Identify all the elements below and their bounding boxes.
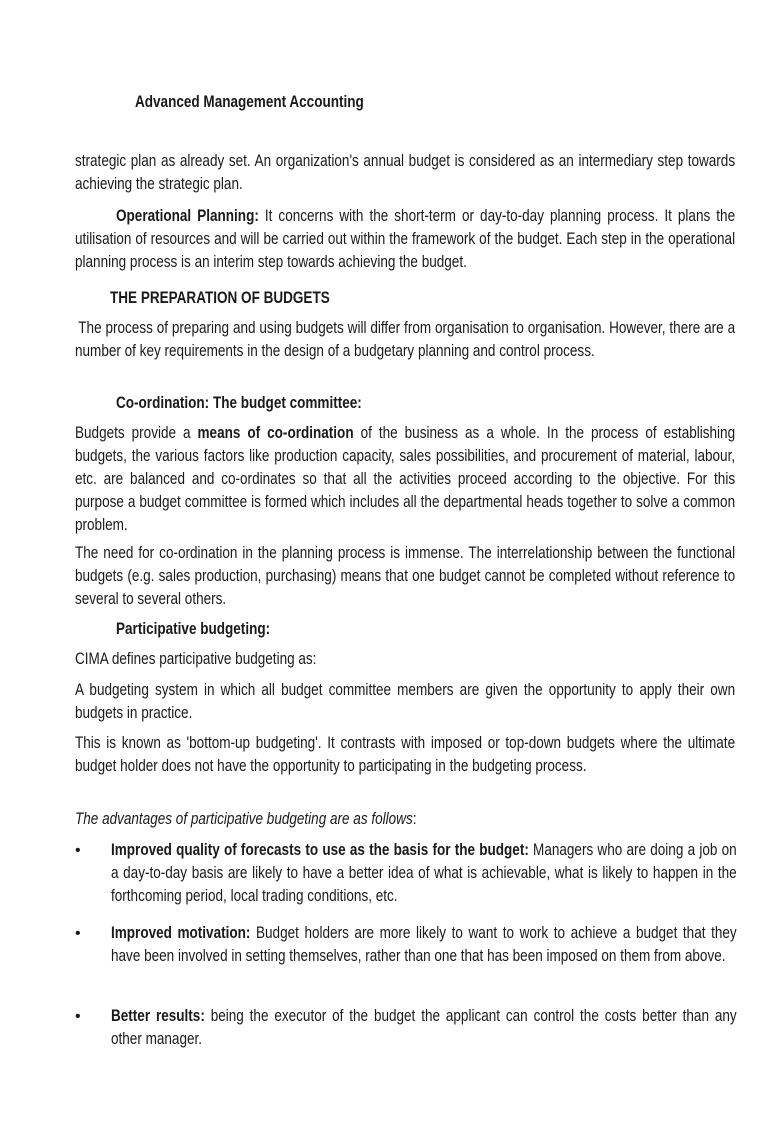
bullet-icon: • <box>75 1008 81 1025</box>
paragraph-strategic-plan: strategic plan as already set. An organization's annual budget is considered as an intermediary step towards achieving the strategic plan. <box>75 152 736 193</box>
bullet-text <box>111 839 737 908</box>
bullet-body: Budget holders are more likely to want to work to achieve a budget that they have been involved in setting themselves, rather than one that has been imposed on them from above. <box>111 924 737 965</box>
paragraph-cima: CIMA defines participative budgeting as: <box>75 650 317 668</box>
term-operational-planning: Operational Planning: <box>116 207 259 225</box>
coord-text-a: Budgets provide a <box>75 424 198 442</box>
advantages-intro-text: The advantages of participative budgeting are as follows <box>75 810 413 828</box>
bullet-label: Improved motivation: <box>111 924 251 942</box>
section-heading-preparation: THE PREPARATION OF BUDGETS <box>110 289 330 307</box>
coord-text-c: of the business as a whole. In the process of establishing budgets, the various factors like production capacity, sales possibilities, and procurement of material, labour, etc. are balanced and co-ordinates so that all the activities proceed according to the objective. For this purpose a budget committee is formed which includes all the departmental heads together to solve a common problem. <box>75 424 736 534</box>
bullet-icon: • <box>75 925 81 942</box>
paragraph-definition: A budgeting system in which all budget committee members are given the opportunity to apply their own budgets in practice. <box>75 681 736 722</box>
subheading-participative: Participative budgeting: <box>116 620 271 638</box>
advantages-colon: : <box>412 810 417 828</box>
bullet-text <box>111 922 737 968</box>
paragraph-coordination <box>75 422 735 537</box>
paragraph-advantages-intro <box>75 808 735 831</box>
subheading-coordination: Co-ordination: The budget committee: <box>116 394 362 412</box>
running-header: Advanced Management Accounting <box>135 93 364 111</box>
bullet-icon: • <box>75 842 81 859</box>
bullet-body: Managers who are doing a job on a day-to-day basis are likely to have a better idea of what is achievable, what is likely to happen in the forthcoming period, local trading conditions, etc. <box>111 841 737 905</box>
term-means-of-coordination: means of co-ordination <box>197 424 354 442</box>
operational-planning-text: It concerns with the short-term or day-to-day planning process. It plans the utilisation of resources and will be carried out within the framework of the budget. Each step in the operational planning process is an interim step towards achieving the budget. <box>75 207 736 271</box>
paragraph-need-coordination: The need for co-ordination in the planning process is immense. The interrelationship between the functional budgets (e.g. sales production, purchasing) means that one budget cannot be completed without reference to several to several others. <box>75 544 736 608</box>
paragraph-preparation: The process of preparing and using budgets will differ from organisation to organisation. However, there are a number of key requirements in the design of a budgetary planning and control process. <box>75 319 736 360</box>
paragraph-operational-planning <box>75 205 735 274</box>
bullet-body: being the executor of the budget the applicant can control the costs better than any other manager. <box>111 1007 737 1048</box>
bullet-label: Improved quality of forecasts to use as the basis for the budget: <box>111 841 529 859</box>
bullet-text <box>111 1005 737 1051</box>
bullet-label: Better results: <box>111 1007 205 1025</box>
paragraph-bottom-up: This is known as 'bottom-up budgeting'. It contrasts with imposed or top-down budgets where the ultimate budget holder does not have the opportunity to participating in the budgeting process. <box>75 734 736 775</box>
